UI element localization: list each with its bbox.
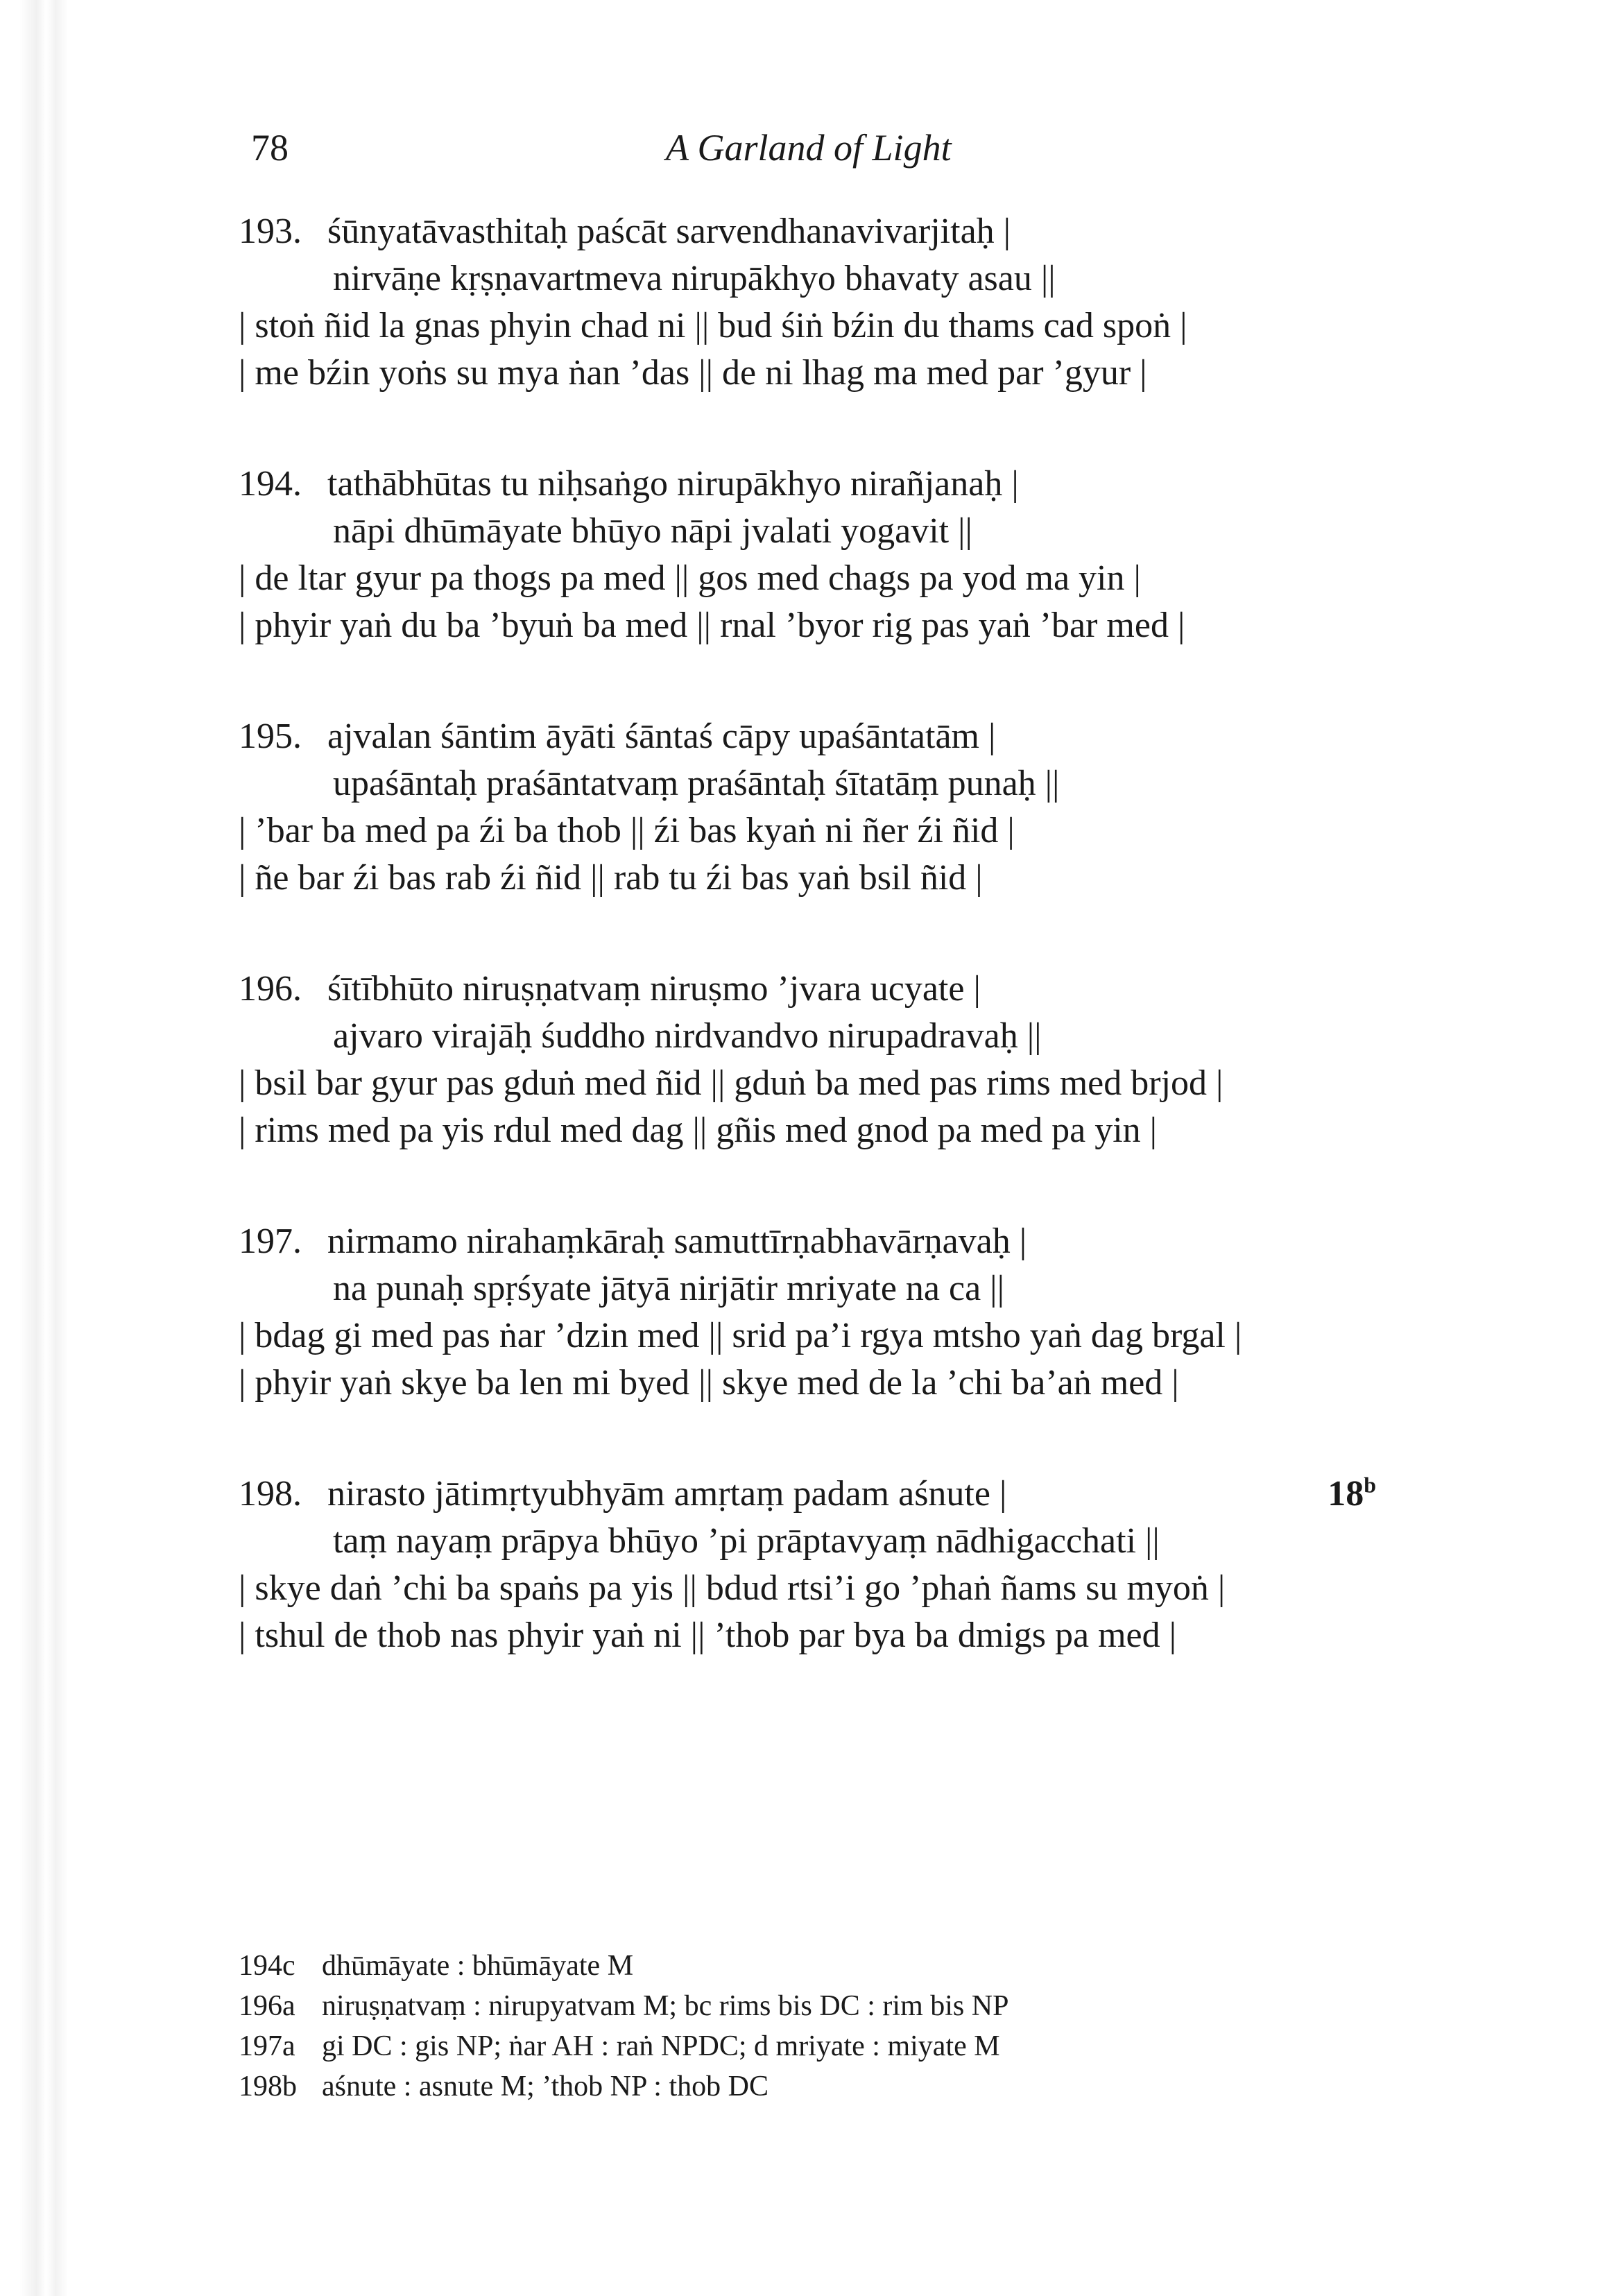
verse-text: tathābhūtas tu niḥsaṅgo nirupākhyo nirañjanaḥ | xyxy=(327,464,1019,504)
verse-line-tibetan-a xyxy=(239,807,1487,855)
folio-number: 18 xyxy=(1328,1474,1364,1514)
verse-text: | tshul de thob nas phyir yaṅ ni || ’thob par bya ba dmigs pa med | xyxy=(239,1616,1177,1655)
verse-text: | phyir yaṅ du ba ’byuṅ ba med || rnal ’byor rig pas yaṅ ’bar med | xyxy=(239,606,1185,645)
footnote-label: 198b xyxy=(239,2071,297,2102)
verse-text: ajvaro virajāḥ śuddho nirdvandvo nirupadravaḥ || xyxy=(333,1016,1042,1056)
verse-text: nirmamo nirahaṃkāraḥ samuttīrṇabhavārṇavaḥ | xyxy=(327,1222,1027,1261)
verse-number: 193. xyxy=(239,212,302,251)
verse-list xyxy=(239,208,1487,1723)
footnote-label: 196a xyxy=(239,1990,295,2022)
footnote xyxy=(239,2026,1487,2066)
verse-line-sanskrit-b xyxy=(239,255,1487,302)
verse-line-tibetan-b xyxy=(239,602,1487,649)
verse-line-sanskrit-a xyxy=(239,1471,1487,1518)
verse-number: 196. xyxy=(239,969,302,1009)
verse-line-tibetan-b xyxy=(239,855,1487,902)
footnote xyxy=(239,2066,1487,2107)
footnote-text: gi DC : gis NP; ṅar AH : raṅ NPDC; d mriyate : miyate M xyxy=(322,2030,1000,2062)
verse-line-sanskrit-a xyxy=(239,966,1487,1013)
verse-text: | me bźin yoṅs su mya ṅan ’das || de ni lhag ma med par ’gyur | xyxy=(239,353,1147,393)
verse-line-sanskrit-a xyxy=(239,461,1487,508)
footnote xyxy=(239,1946,1487,1986)
verse-text: ajvalan śāntim āyāti śāntaś cāpy upaśāntatām | xyxy=(327,717,996,756)
footnote-text: dhūmāyate : bhūmāyate M xyxy=(322,1950,634,1982)
verse-line-tibetan-b xyxy=(239,1612,1487,1659)
verse-text: upaśāntaḥ praśāntatvaṃ praśāntaḥ śītatāṃ punaḥ || xyxy=(333,764,1060,803)
verse-196 xyxy=(239,966,1487,1154)
verse-text: | de ltar gyur pa thogs pa med || gos med chags pa yod ma yin | xyxy=(239,558,1141,598)
verse-line-sanskrit-b xyxy=(239,1265,1487,1312)
footnote-label: 197a xyxy=(239,2030,295,2062)
verse-line-tibetan-a xyxy=(239,1565,1487,1612)
footnote-text: aśnute : asnute M; ’thob NP : thob DC xyxy=(322,2071,768,2102)
verse-text: na punaḥ spṛśyate jātyā nirjātir mriyate na ca || xyxy=(333,1269,1004,1308)
verse-line-sanskrit-a xyxy=(239,208,1487,255)
verse-number: 198. xyxy=(239,1474,302,1514)
folio-margin-note xyxy=(1328,1471,1376,1518)
page-gutter-shadow xyxy=(19,0,68,2296)
critical-apparatus xyxy=(239,1946,1487,2107)
verse-line-tibetan-b xyxy=(239,350,1487,397)
verse-number: 195. xyxy=(239,717,302,756)
verse-line-tibetan-b xyxy=(239,1360,1487,1407)
footnote-text: niruṣṇatvaṃ : nirupyatvam M; bc rims bis DC : rim bis NP xyxy=(322,1990,1009,2022)
running-title: A Garland of Light xyxy=(666,127,952,169)
verse-line-tibetan-b xyxy=(239,1107,1487,1154)
verse-number: 194. xyxy=(239,464,302,504)
verse-text: | skye daṅ ’chi ba spaṅs pa yis || bdud rtsi’i go ’phaṅ ñams su myoṅ | xyxy=(239,1568,1226,1608)
verse-text: śūnyatāvasthitaḥ paścāt sarvendhanavivarjitaḥ | xyxy=(327,212,1011,251)
verse-198 xyxy=(239,1471,1487,1659)
footnote xyxy=(239,1986,1487,2026)
verse-line-sanskrit-b xyxy=(239,760,1487,807)
folio-side: b xyxy=(1364,1472,1376,1498)
verse-text: | bdag gi med pas ṅar ’dzin med || srid pa’i rgya mtsho yaṅ dag brgal | xyxy=(239,1316,1242,1355)
page-number: 78 xyxy=(251,127,289,169)
verse-195 xyxy=(239,713,1487,902)
verse-line-sanskrit-b xyxy=(239,508,1487,555)
verse-line-sanskrit-a xyxy=(239,713,1487,760)
verse-text: taṃ nayaṃ prāpya bhūyo ’pi prāptavyaṃ nādhigacchati || xyxy=(333,1521,1160,1561)
verse-line-sanskrit-a xyxy=(239,1218,1487,1265)
verse-text: nāpi dhūmāyate bhūyo nāpi jvalati yogavit || xyxy=(333,511,972,551)
verse-text: nirvāṇe kṛṣṇavartmeva nirupākhyo bhavaty asau || xyxy=(333,259,1056,298)
verse-193 xyxy=(239,208,1487,397)
verse-text: | ’bar ba med pa źi ba thob || źi bas kyaṅ ni ñer źi ñid | xyxy=(239,811,1015,850)
verse-line-sanskrit-b xyxy=(239,1013,1487,1060)
page-header xyxy=(0,126,1623,182)
verse-text: | ñe bar źi bas rab źi ñid || rab tu źi bas yaṅ bsil ñid | xyxy=(239,858,983,898)
verse-text: | phyir yaṅ skye ba len mi byed || skye med de la ’chi ba’aṅ med | xyxy=(239,1363,1179,1403)
verse-text: | stoṅ ñid la gnas phyin chad ni || bud śiṅ bźin du thams cad spoṅ | xyxy=(239,306,1187,345)
verse-text: | rims med pa yis rdul med dag || gñis med gnod pa med pa yin | xyxy=(239,1111,1158,1150)
verse-line-tibetan-a xyxy=(239,1312,1487,1360)
verse-line-sanskrit-b xyxy=(239,1518,1487,1565)
verse-text: śītībhūto niruṣṇatvaṃ niruṣmo ’jvara ucyate | xyxy=(327,969,981,1009)
verse-197 xyxy=(239,1218,1487,1407)
verse-text: | bsil bar gyur pas gduṅ med ñid || gduṅ ba med pas rims med brjod | xyxy=(239,1063,1223,1103)
verse-line-tibetan-a xyxy=(239,555,1487,602)
verse-number: 197. xyxy=(239,1222,302,1261)
verse-194 xyxy=(239,461,1487,649)
verse-line-tibetan-a xyxy=(239,1060,1487,1107)
verse-line-tibetan-a xyxy=(239,302,1487,350)
verse-text: nirasto jātimṛtyubhyām amṛtaṃ padam aśnute | xyxy=(327,1474,1007,1514)
footnote-label: 194c xyxy=(239,1950,295,1982)
